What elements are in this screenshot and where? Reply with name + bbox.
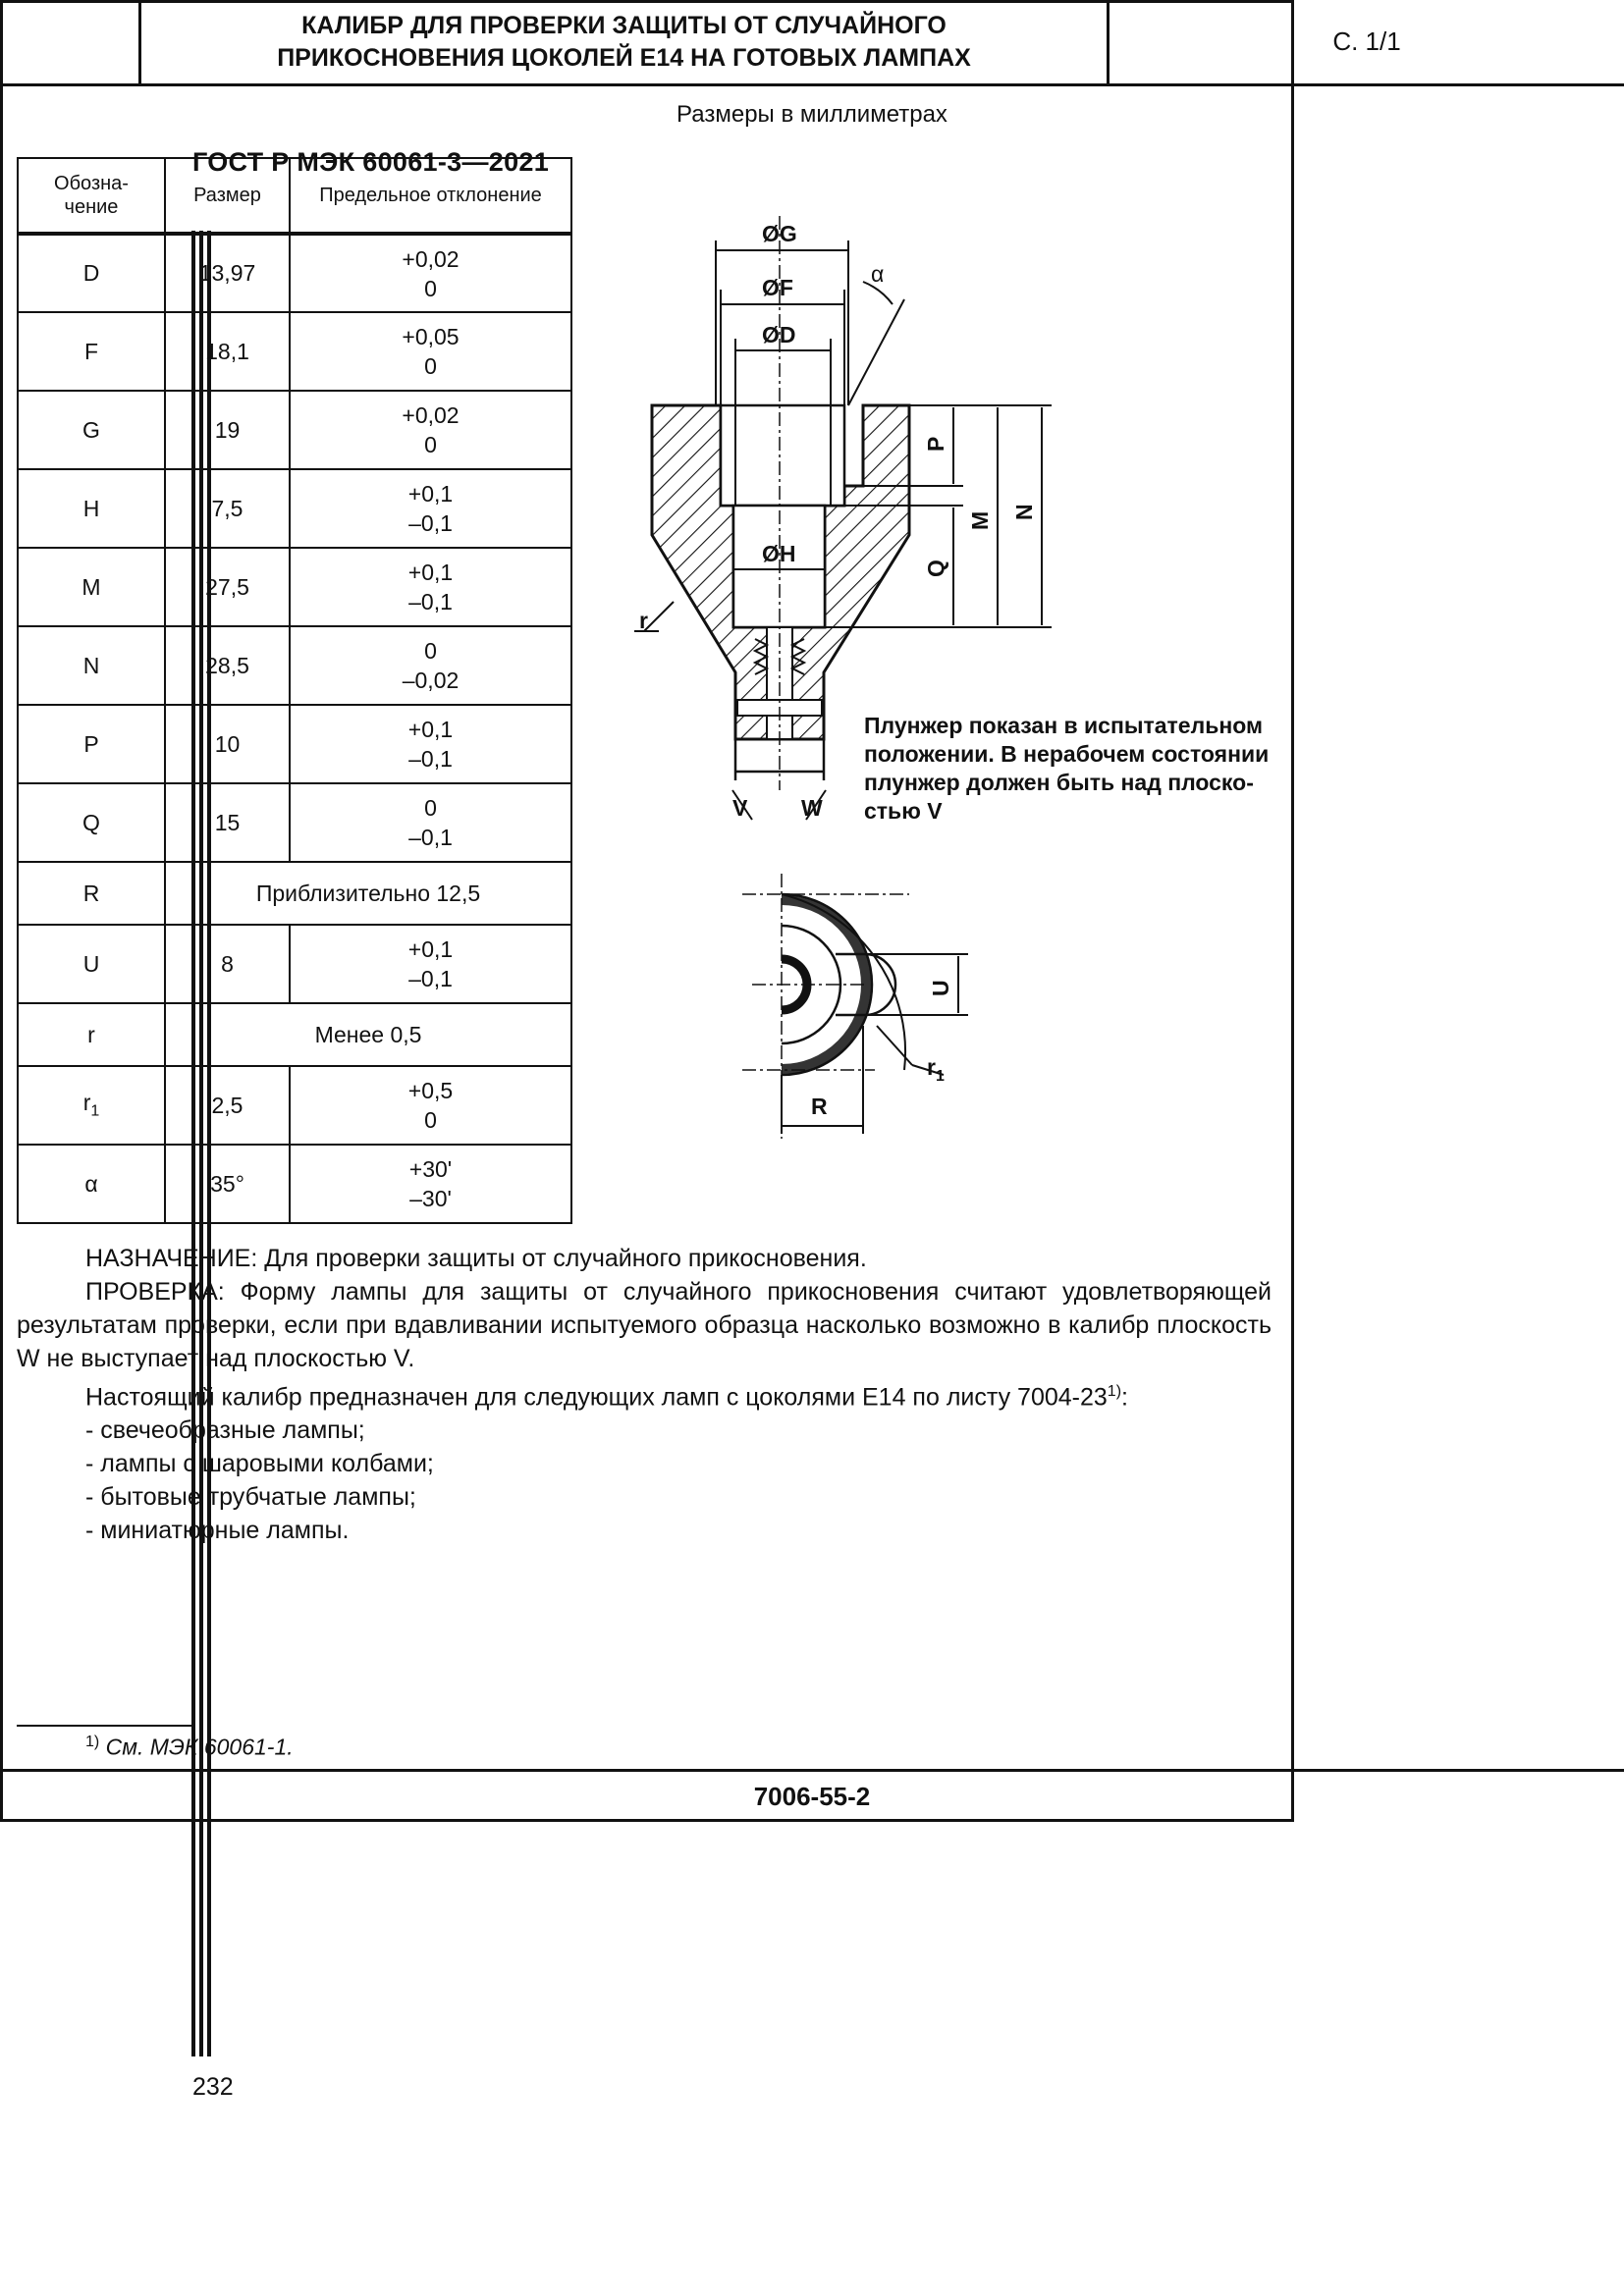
page-number: 232 — [192, 2073, 234, 2101]
gauge-top-view — [742, 874, 968, 1139]
cell-symbol: U — [18, 925, 165, 1003]
gauge-section — [652, 216, 909, 790]
cell-tolerance: +0,5 0 — [290, 1066, 571, 1145]
cell-symbol: α — [18, 1145, 165, 1223]
cell-tolerance: +0,1 –0,1 — [290, 925, 571, 1003]
cell-tolerance: +30' –30' — [290, 1145, 571, 1223]
lamp-type-item: - лампы с шаровыми колбами; — [85, 1450, 434, 1478]
label-v: V — [732, 795, 748, 821]
column-header-size: Размер — [165, 158, 290, 234]
label-alpha: α — [871, 261, 885, 287]
cell-tolerance: +0,05 0 — [290, 312, 571, 391]
cell-symbol: P — [18, 705, 165, 783]
cell-tolerance: 0 –0,1 — [290, 783, 571, 862]
cell-symbol: M — [18, 548, 165, 626]
cell-size: 8 — [165, 925, 290, 1003]
cell-size: 35° — [165, 1145, 290, 1223]
cell-size: 2,5 — [165, 1066, 290, 1145]
plunger-note: Плунжер показан в испытательном положении. В нерабочем состоянии плунжер должен быть над плоско- стью V — [864, 713, 1270, 824]
cell-symbol: N — [18, 626, 165, 705]
label-p: P — [923, 436, 948, 452]
cell-tolerance: 0 –0,02 — [290, 626, 571, 705]
footnote-divider — [17, 1725, 193, 1727]
cell-symbol: D — [18, 234, 165, 312]
cell-symbol: r — [18, 1003, 165, 1066]
footnote: $^{1)}$ См. МЭК 60061-1. — [85, 1734, 294, 1760]
cell-size: 18,1 — [165, 312, 290, 391]
label-w: W — [801, 795, 823, 821]
cell-tolerance: +0,02 0 — [290, 234, 571, 312]
label-g: ØG — [762, 221, 797, 246]
label-r1: $r_1$ — [927, 1054, 945, 1085]
cell-merged-value: Приблизительно 12,5 — [165, 862, 571, 925]
cell-size: 15 — [165, 783, 290, 862]
cell-tolerance: +0,1 –0,1 — [290, 705, 571, 783]
cell-symbol: $r_1$ — [18, 1066, 165, 1145]
cell-tolerance: +0,02 0 — [290, 391, 571, 469]
cell-merged-value: Менее 0,5 — [165, 1003, 571, 1066]
cell-tolerance: +0,1 –0,1 — [290, 469, 571, 548]
cell-tolerance: +0,1 –0,1 — [290, 548, 571, 626]
sheet-title: КАЛИБР ДЛЯ ПРОВЕРКИ ЗАЩИТЫ ОТ СЛУЧАЙНОГО ПРИКОСНОВЕНИЯ ЦОКОЛЕЙ Е14 НА ГОТОВЫХ ЛАМПАХ — [141, 0, 1110, 83]
column-header-tolerance: Предельное отклонение — [290, 158, 571, 234]
label-q: Q — [923, 560, 948, 577]
cell-size: 13,97 — [165, 234, 290, 312]
label-d: ØD — [762, 322, 796, 347]
cell-size: 7,5 — [165, 469, 290, 548]
label-n: N — [1011, 504, 1037, 520]
check-paragraph: ПРОВЕРКА: Форму лампы для защиты от случайного прикосновения считают удовлетворяющей результатам проверки, если при вдавливании испытуемого образца насколько возможно в калибр плоскость W не выступает над плоскостью V. — [17, 1278, 1272, 1372]
cell-symbol: H — [18, 469, 165, 548]
lamp-type-item: - свечеобразные лампы; — [85, 1416, 365, 1445]
cell-symbol: R — [18, 862, 165, 925]
label-h: ØH — [762, 541, 796, 566]
label-big-r: R — [811, 1094, 828, 1119]
body-text — [17, 1242, 1272, 1547]
cell-symbol: Q — [18, 783, 165, 862]
label-u: U — [928, 980, 953, 996]
cell-size: 10 — [165, 705, 290, 783]
cell-symbol: G — [18, 391, 165, 469]
sheet-number: С. 1/1 — [1332, 27, 1401, 56]
purpose-paragraph: НАЗНАЧЕНИЕ: Для проверки защиты от случайного прикосновения. — [85, 1245, 867, 1272]
document-standard: ГОСТ Р МЭК 60061-3—2021 — [192, 147, 550, 177]
label-f: ØF — [762, 275, 793, 300]
column-header-symbol: Обозна- чение — [18, 158, 165, 234]
label-r: r — [639, 608, 648, 633]
lamp-type-item: - миниатюрные лампы. — [85, 1517, 350, 1545]
cell-size: 28,5 — [165, 626, 290, 705]
cell-size: 27,5 — [165, 548, 290, 626]
label-m: M — [967, 510, 993, 530]
sheet-code: 7006-55-2 — [0, 1769, 1624, 1822]
cell-size: 19 — [165, 391, 290, 469]
cell-symbol: F — [18, 312, 165, 391]
units-note: Размеры в миллиметрах — [677, 101, 947, 128]
intended-paragraph: Настоящий калибр предназначен для следующих ламп с цоколями Е14 по листу 7004-23$^{1)}$: — [85, 1383, 1128, 1412]
lamp-type-item: - бытовые трубчатые лампы; — [85, 1483, 416, 1512]
